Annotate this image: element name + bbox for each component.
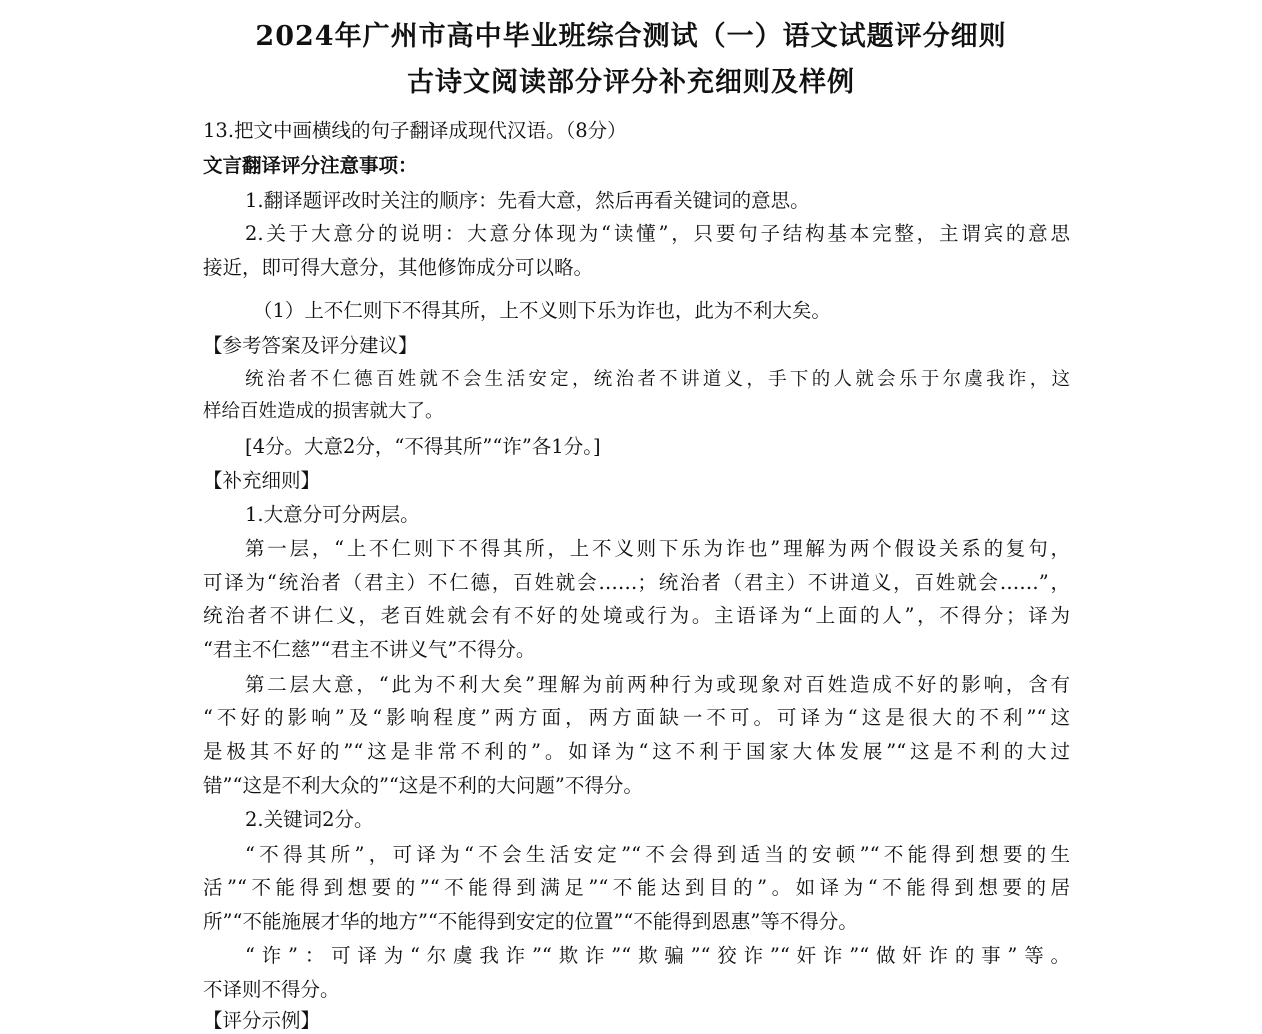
section-heading: 文言翻译评分注意事项： [203, 154, 418, 177]
section-heading: 【参考答案及评分建议】 [203, 334, 418, 357]
document-subtitle: 古诗文阅读部分评分补充细则及样例 [407, 67, 855, 98]
rule-item-cont: 接近，即可得大意分，其他修饰成分可以略。 [203, 256, 594, 279]
source-sentence: （1）上不仁则下不得其所，上不义则下乐为诈也，此为不利大矣。 [253, 299, 831, 322]
paragraph-line: 第二层大意，“此为不利大矣”理解为前两种行为或现象对百姓造成不好的影响，含有 [245, 673, 1070, 696]
section-heading-cut: 【评分示例】 [203, 1009, 321, 1032]
rule-item: 2.关键词2分。 [245, 808, 374, 831]
section-heading: 【补充细则】 [203, 469, 321, 492]
paragraph-line: 可译为“统治者（君主）不仁德，百姓就会……；统治者（君主）不讲道义，百姓就会……”， [203, 571, 1070, 594]
rule-item: 2.关于大意分的说明：大意分体现为“读懂”，只要句子结构基本完整，主谓宾的意思 [245, 222, 1070, 245]
paragraph-line: “不得其所”，可译为“不会生活安定”“不会得到适当的安顿”“不能得到想要的生 [245, 843, 1070, 866]
score-note: [4分。大意2分，“不得其所”“诈”各1分。] [245, 435, 601, 458]
paragraph-line: “诈”：可译为“尔虞我诈”“欺诈”“欺骗”“狡诈”“奸诈”“做奸诈的事”等。 [245, 944, 1070, 967]
paragraph-line: “不好的影响”及“影响程度”两方面，两方面缺一不可。可译为“这是很大的不利”“这 [203, 706, 1070, 729]
document-title: 2024年广州市高中毕业班综合测试（一）语文试题评分细则 [255, 21, 1007, 52]
paragraph-line: 错”“这是不利大众的”“这是不利的大问题”不得分。 [203, 774, 643, 797]
paragraph-line: 不译则不得分。 [203, 978, 340, 1001]
paragraph-line: 统治者不讲仁义，老百姓就会有不好的处境或行为。主语译为“上面的人”，不得分；译为 [203, 604, 1070, 627]
question-text: 13.把文中画横线的句子翻译成现代汉语。（8分） [203, 119, 627, 142]
paragraph-line: 第一层，“上不仁则下不得其所，上不义则下乐为诈也”理解为两个假设关系的复句， [245, 537, 1070, 560]
reference-answer: 统治者不仁德百姓就不会生活安定，统治者不讲道义，手下的人就会乐于尔虞我诈，这 [245, 369, 1070, 390]
rule-item: 1.翻译题评改时关注的顺序：先看大意，然后再看关键词的意思。 [245, 189, 810, 212]
paragraph-line: 活”“不能得到想要的”“不能得到满足”“不能达到目的”。如译为“不能得到想要的居 [203, 876, 1070, 899]
paragraph-line: 是极其不好的”“这是非常不利的”。如译为“这不利于国家大体发展”“这是不利的大过 [203, 740, 1070, 763]
paragraph-line: 所”“不能施展才华的地方”“不能得到安定的位置”“不能得到恩惠”等不得分。 [203, 910, 858, 933]
rule-item: 1.大意分可分两层。 [245, 503, 420, 526]
reference-answer-cont: 样给百姓造成的损害就大了。 [203, 401, 444, 422]
paragraph-line: “君主不仁慈”“君主不讲义气”不得分。 [203, 638, 536, 661]
